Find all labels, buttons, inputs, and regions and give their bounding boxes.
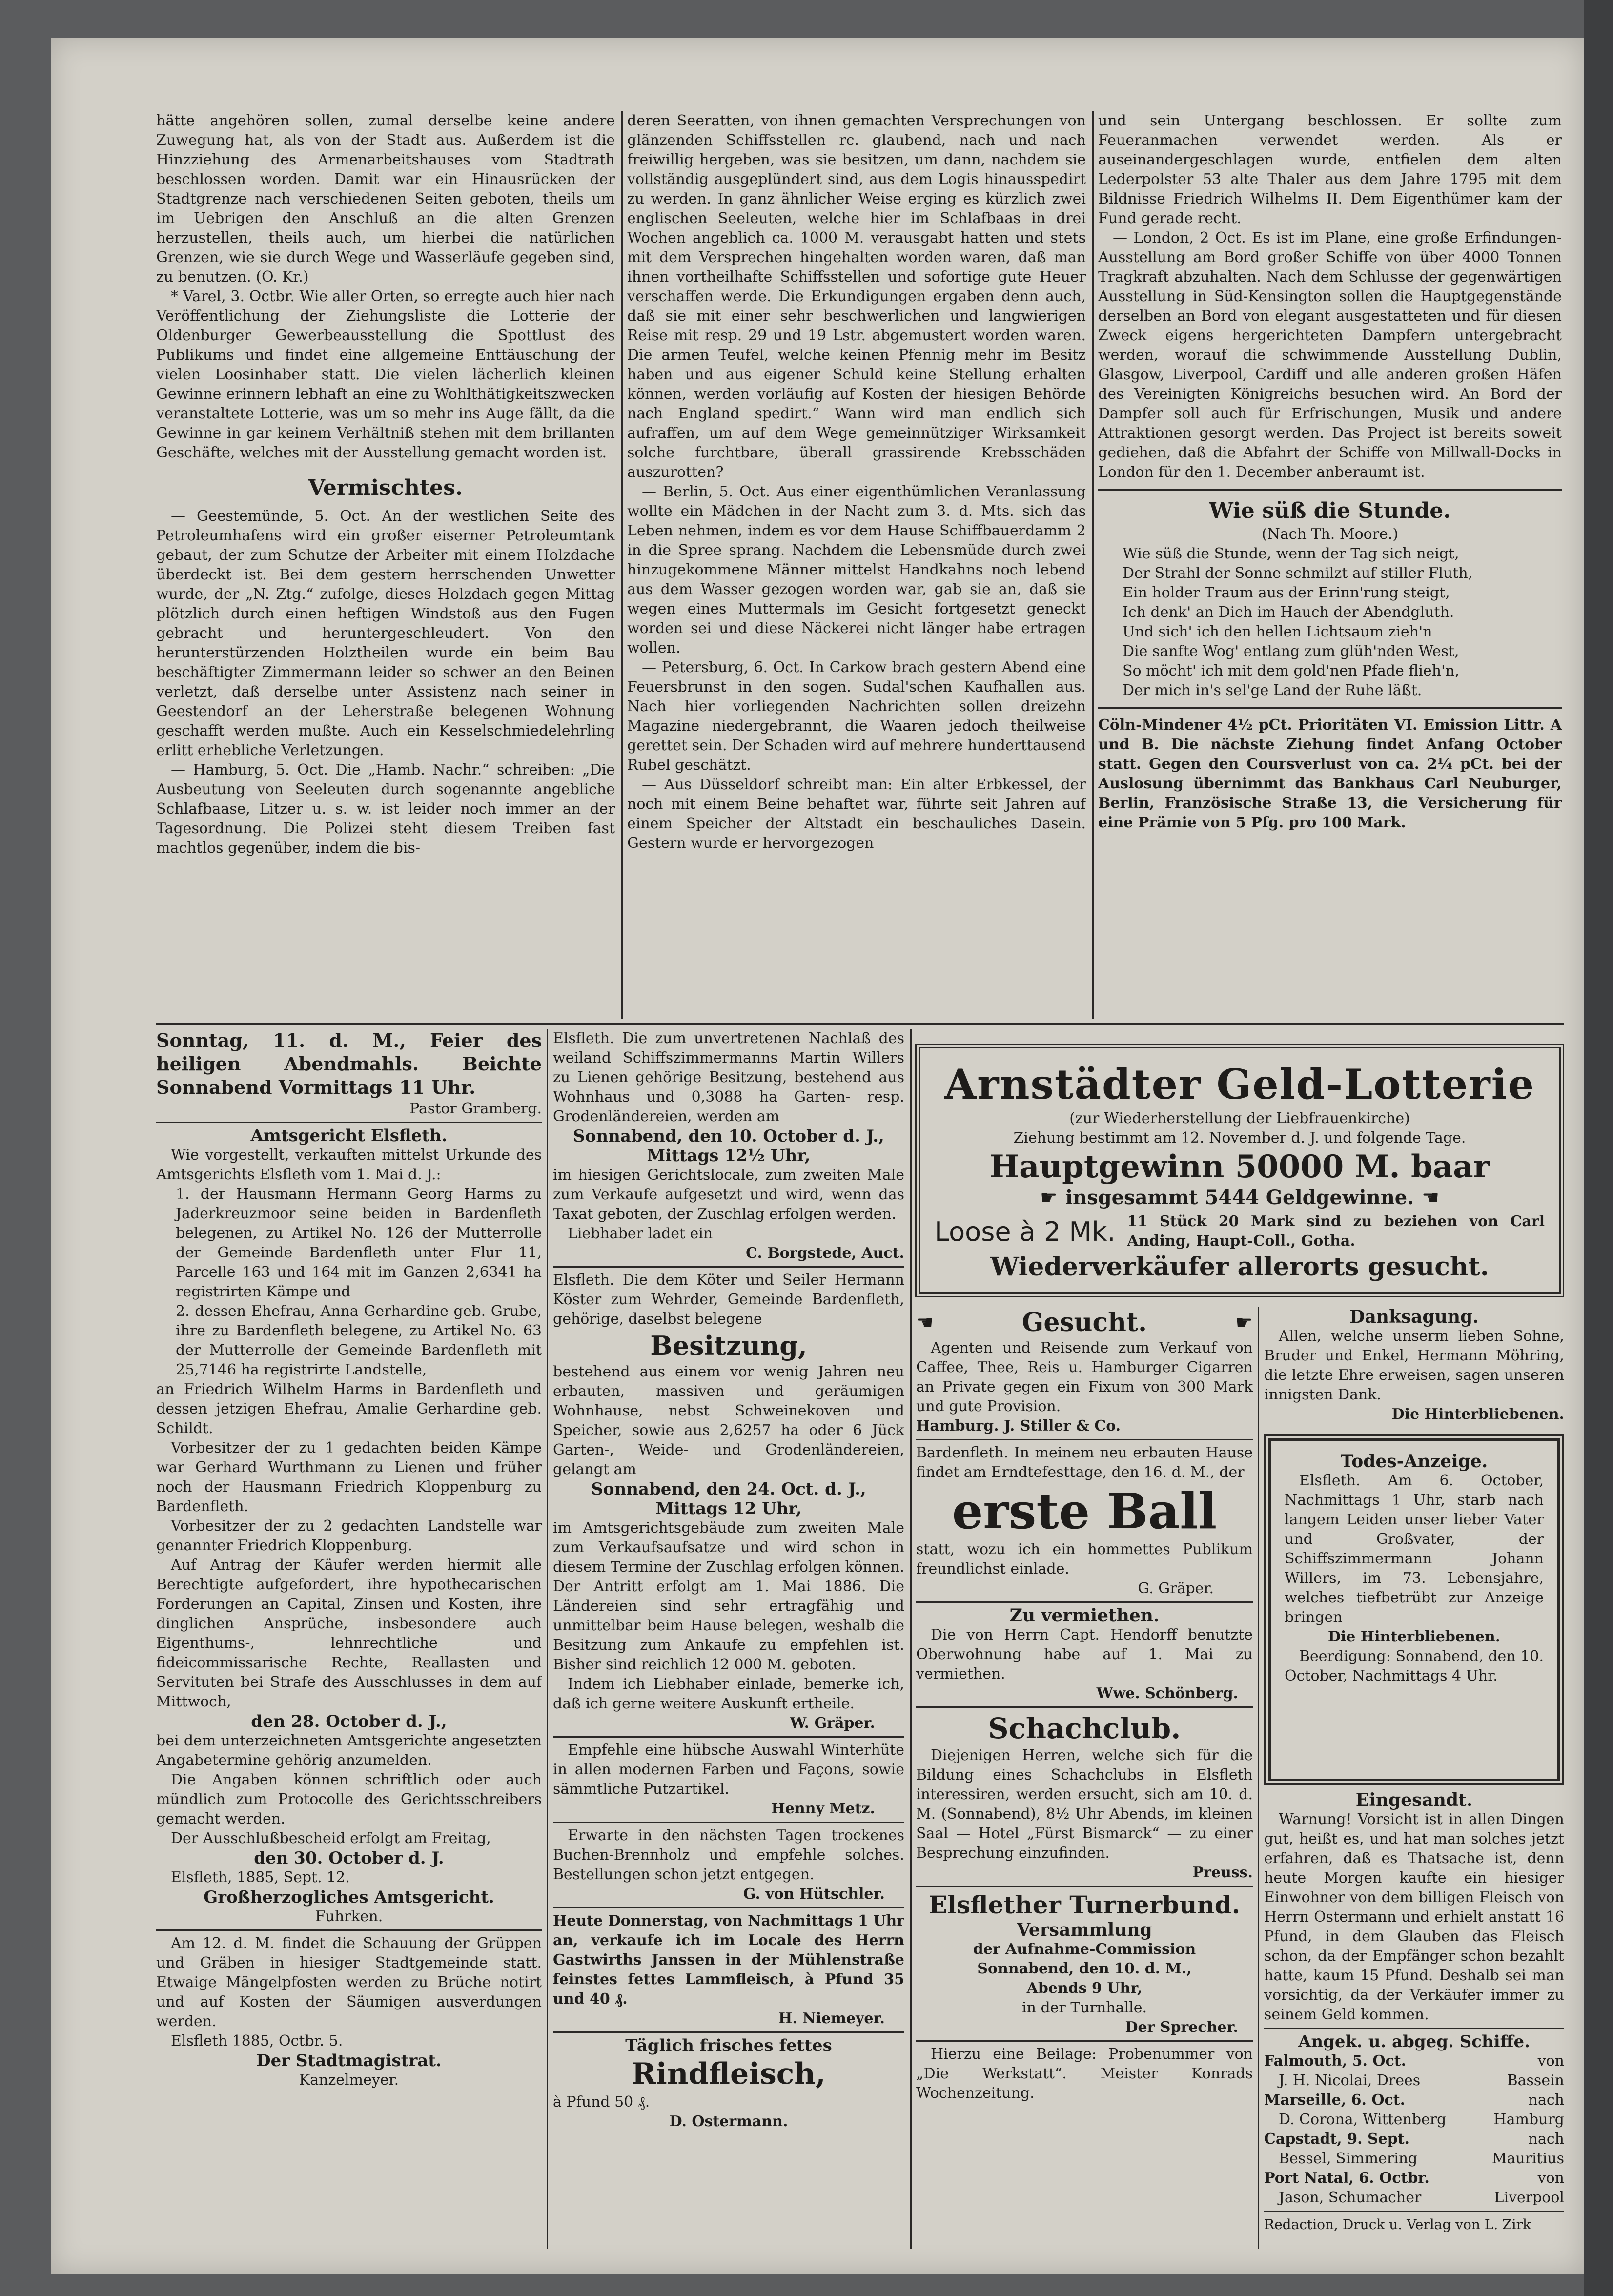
auction-text: Elsfleth. Die dem Köter und Seiler Hermann Köster zum Wehrder, Gemeinde Bardenfleth, gehörige, daselbst belegene xyxy=(553,1271,904,1328)
court-text: Auf Antrag der Käufer werden hiermit alle Berechtigte aufgefordert, ihre hypothecarischen Forderungen an Capital, Zinsen und Kosten, ihre dinglichen Ansprüche, insbesondere auch Eigenthums-, lehnrechtliche und fideicommissarische Rechte, Reallasten und Servituten bei Strafe des Ausschlusses in dem auf Mittwoch, xyxy=(156,1557,542,1710)
thanks-title: Danksagung. xyxy=(1349,1307,1479,1327)
shipping-row: Capstadt, 9. Sept. nach xyxy=(1264,2131,1564,2148)
article-paragraph: — Aus Düsseldorf schreibt man: Ein alter Erbkessel, der noch mit einem Beine behaftet war, führte seit Jahren auf einem Speicher der Altstadt ein beschauliches Dasein. Gestern wurde er hervorgezogen xyxy=(627,776,1086,852)
court-text: an Friedrich Wilhelm Harms in Bardenfleth und dessen jetzigen Ehefrau, Amalie Gerhardine geb. Schildt. xyxy=(156,1381,542,1437)
auction-date: Sonnabend, den 24. Oct. d. J., Mittags 12 Uhr, xyxy=(591,1479,866,1518)
shipping-row: Falmouth, 5. Oct. von xyxy=(1264,2052,1564,2070)
lottery-main-prize: Hauptgewinn 50000 M. baar xyxy=(989,1148,1490,1185)
poem-line: Der mich in's sel'ge Land der Ruhe läßt. xyxy=(1123,682,1422,699)
ball-text: statt, wozu ich ein hommettes Publikum freundlichst einlade. xyxy=(916,1541,1253,1578)
thanks-signer: Die Hinterbliebenen. xyxy=(1391,1406,1564,1423)
court-text: 2. dessen Ehefrau, Anna Gerhardine geb. Grube, ihre zu Bardenfleth belegene, zu Artikel No. 63 der Mutterrolle der Gemeinde Bardenfleth mit 25,7146 ha registrirte Landstelle, xyxy=(176,1303,542,1378)
column-rule xyxy=(547,1029,548,2249)
firewood-advert: Erwarte in den nächsten Tagen trockenes Buchen-Brennholz und empfehle solches. Bestellungen schon jetzt entgegen. xyxy=(553,1827,904,1883)
pointing-hand-icon: ☚ xyxy=(1422,1186,1440,1209)
ad-rule xyxy=(916,1601,1253,1603)
pointing-hand-icon: ☚ xyxy=(916,1312,934,1334)
pointing-hand-icon: ☛ xyxy=(1235,1312,1253,1334)
lottery-total-line xyxy=(935,1186,1545,1209)
lottery-draw-date: Ziehung bestimmt am 12. November d. J. und folgende Tage. xyxy=(1013,1129,1466,1147)
shipping-row: Port Natal, 6. Octbr. von xyxy=(1264,2170,1564,2187)
shipping-row: Bessel, Simmering Mauritius xyxy=(1279,2150,1564,2167)
ad-rule xyxy=(916,2040,1253,2042)
court-signer-name: Fuhrken. xyxy=(315,1908,383,1925)
column-rule xyxy=(1092,111,1094,1019)
chess-club-signer: Preuss. xyxy=(1192,1864,1253,1881)
rent-title: Zu vermiethen. xyxy=(1009,1605,1160,1626)
auctioneer-name: C. Borgstede, Auct. xyxy=(746,1245,904,1262)
ad-rule xyxy=(553,1907,904,1908)
shipping-row: Marseille, 6. Oct. nach xyxy=(1264,2091,1564,2109)
imprint: Redaction, Druck u. Verlag von L. Zirk xyxy=(1264,2216,1531,2233)
court-title: Amtsgericht Elsfleth. xyxy=(250,1126,448,1146)
court-text: Die Angaben können schriftlich oder auch mündlich zum Protocolle des Gerichtsschreibers gemacht werden. xyxy=(156,1771,542,1827)
hat-advert-name: Henny Metz. xyxy=(771,1800,875,1817)
wanted-company: Hamburg. J. Stiller & Co. xyxy=(916,1417,1121,1435)
article-paragraph: deren Seeratten, von ihnen gemachten Versprechungen von glänzenden Schiffsstellen rc. glaubend, nach und nach freiwillig hergeben, was sie besitzen, um dann, nachdem sie vollständig ausgeplündert sind, aus dem Logis hinausspedirt zu werden. In ganz ähnlicher Weise erging es kürzlich zwei englischen Seeleuten, welche hier im Schlafbaas in drei Wochen angeblich ca. 1000 M. verausgabt hatten und stets mit dem Versprechen hingehalten worden waren, daß man ihnen vortheilhafte Schiffsstellen und sofortige gute Heuer verschaffen werde. Die Erkundigungen ergaben denn auch, daß sie mit einer sehr beschwerlichen und langwierigen Reise mit resp. 29 und 19 Lstr. abgemustert worden waren. Die armen Teufel, welche keinen Pfennig mehr im Besitz haben und aus eigener Schuld keine Stellung erhalten können, werden vorläufig auf Kosten der hiesigen Behörde nach England spedirt.“ Wann wird man endlich sich aufraffen, um auf dem Wege gemeinnütziger Wirksamkeit solche furchtbare, überall grassirende Krebsschäden auszurotten? xyxy=(627,112,1086,481)
death-notice-text: Elsfleth. Am 6. October, Nachmittags 1 Uhr, starb nach langem Leiden unser lieber Vater und Großvater, der Schiffszimmermann Johann Willers, im 73. Lebensjahre, welches tiefbetrübt zur Anzeige bringen xyxy=(1285,1472,1544,1626)
magistrate-place: Elsfleth 1885, Octbr. 5. xyxy=(171,2032,343,2050)
court-signer: Großherzogliches Amtsgericht. xyxy=(204,1887,494,1907)
gym-club-title: Elsflether Turnerbund. xyxy=(928,1890,1241,1919)
poem-rule-bottom xyxy=(1098,707,1562,709)
letter-title: Eingesandt. xyxy=(1355,1790,1473,1810)
shipping-row: D. Corona, Wittenberg Hamburg xyxy=(1279,2111,1564,2128)
auction-date: Sonnabend, den 10. October d. J., Mittags 12½ Uhr, xyxy=(573,1127,884,1166)
court-date: den 30. October d. J. xyxy=(254,1848,444,1868)
auction-text: Liebhaber ladet ein xyxy=(568,1225,713,1242)
beef-advert-price: à Pfund 50 ₰. xyxy=(553,2093,650,2111)
shipping-row: J. H. Nicolai, Drees Bassein xyxy=(1279,2072,1564,2089)
newspaper-page xyxy=(51,38,1584,2274)
ad-rule xyxy=(553,1736,904,1738)
letter-text: Warnung! Vorsicht ist in allen Dingen gut, heißt es, und hat man solches jetzt erfahren, daß es Thatsache ist, denn heute Morgen kaufte ein hiesiger Einwohner von dem billigen Fleisch von Herrn Ostermann und erhielt anstatt 16 Pfund, in dem Glauben das Fleisch schon, da der Empfänger schon bezahlt hatte, kaum 15 Pfund. Deshalb sei man vorsichtig, da der Verkäufer immer zu seinem Geld kommen. xyxy=(1264,1811,1564,2023)
ad-rule xyxy=(1264,2211,1564,2212)
ad-rule xyxy=(916,1706,1253,1708)
column-rule xyxy=(910,1029,912,2249)
thanks-text: Allen, welche unserm lieben Sohne, Bruder und Enkel, Hermann Möhring, die letzte Ehre erweisen, sagen unseren innigsten Dank. xyxy=(1264,1328,1564,1403)
lottery-seller: 11 Stück 20 Mark sind zu beziehen von Carl Anding, Haupt-Coll., Gotha. xyxy=(1127,1213,1545,1250)
shipping-row: Jason, Schumacher Liverpool xyxy=(1279,2189,1564,2206)
poem-subtitle: (Nach Th. Moore.) xyxy=(1261,526,1399,543)
ads-column-1 xyxy=(156,1029,542,2264)
top-column-2 xyxy=(627,111,1086,1019)
poem-rule-top xyxy=(1098,489,1562,491)
seller-name: W. Gräper. xyxy=(790,1715,875,1732)
ad-rule xyxy=(553,1822,904,1823)
section-rule xyxy=(156,1023,1564,1025)
article-paragraph: — Petersburg, 6. Oct. In Carkow brach gestern Abend eine Feuersbrunst in den sogen. Sudal'schen Kaufhallen aus. Nach hier vorliegenden Nachrichten sollen dreizehn Magazine niedergebrannt, die Waaren jedoch theilweise gerettet sein. Der Schaden wird auf mehrere hunderttausend Rubel geschätzt. xyxy=(627,659,1086,774)
lottery-price: Loose à 2 Mk. xyxy=(935,1216,1116,1247)
gym-club-line: Sonnabend, den 10. d. M., xyxy=(977,1960,1192,1977)
ad-rule xyxy=(156,1122,542,1123)
article-paragraph: — Geestemünde, 5. Oct. An der westlichen Seite des Petroleumhafens wird ein großer eiserner Petroleumtank gebaut, der zum Schutze der Arbeiter mit einem Holzdache überdeckt ist. Bei dem gestern herrschenden Unwetter wurde, der „N. Ztg.“ zufolge, dieses Holzdach gegen Mittag plötzlich durch einen heftigen Windstoß aus den Fugen gebracht und heruntergeschleudert. Von den herunterstürzenden Holztheilen wurde ein beim Bau beschäftigter Zimmermann leider so schwer an den Beinen verletzt, daß derselbe unter Assistenz nach seiner in Geestendorf an der Leherstraße belegenen Wohnung geschafft werden mußte. Auch ein Kesselschmiedelehrling erlitt erhebliche Verletzungen. xyxy=(156,508,615,759)
ad-rule xyxy=(916,1439,1253,1440)
poem-line: Ein holder Traum aus der Erinn'rung steigt, xyxy=(1123,584,1450,601)
gym-club-line: in der Turnhalle. xyxy=(1022,1999,1147,2016)
wanted-heading xyxy=(916,1307,1253,1338)
court-text: Vorbesitzer der zu 1 gedachten beiden Kämpe war Gerhard Wurthmann zu Lienen und früher noch der Hausmann Friedrich Kloppenburg zu Bardenfleth. xyxy=(156,1439,542,1515)
auction-text: Elsfleth. Die zum unvertretenen Nachlaß des weiland Schiffszimmermanns Martin Willers zu Lienen gehörige Besitzung, bestehend aus Wohnhaus und 0,3088 ha Garten- resp. Grodenländereien, werden am xyxy=(553,1030,904,1125)
court-text: bei dem unterzeichneten Amtsgerichte angesetzten Angabetermine gehörig anzumelden. xyxy=(156,1732,542,1769)
court-text: Wie vorgestellt, verkauften mittelst Urkunde des Amtsgerichts Elsfleth vom 1. Mai d. J.: xyxy=(156,1147,542,1183)
court-text: Der Ausschlußbescheid erfolgt am Freitag, xyxy=(171,1830,491,1847)
beef-advert-line: Täglich frisches fettes xyxy=(625,2036,832,2055)
lottery-total: insgesammt 5444 Geldgewinne. xyxy=(1065,1186,1414,1209)
article-paragraph: hätte angehören sollen, zumal derselbe keine andere Zuwegung hat, als von der Stadt aus. Außerdem ist die Hinzziehung des Armenarbeitshauses vom Stadtrath beschlossen worden. Damit war ein Hinausrücken der Stadtgrenze nach verschiedenen Seiten geboten, theils um im Uebrigen den Anschluß an die alten Grenzen herzustellen, theils auch, um hierbei die natürlichen Grenzen, wie sie durch Wege und Wasserläufe gegeben sind, zu benutzen. (O. Kr.) xyxy=(156,112,615,286)
pointing-hand-icon: ☛ xyxy=(1040,1186,1058,1209)
court-date: den 28. October d. J., xyxy=(251,1712,447,1731)
advert-coeln-mindener: Cöln-Mindener 4½ pCt. Prioritäten VI. Emission Littr. A und B. Die nächste Ziehung findet Anfang October statt. Gegen den Coursverlust von ca. 2¼ pCt. bei der Auslosung übernimmt das Bankhaus Carl Neuburger, Berlin, Französische Straße 13, die Versicherung für eine Prämie von 5 Pfg. pro 100 Mark. xyxy=(1098,717,1562,831)
firewood-advert-name: G. von Hütschler. xyxy=(743,1886,885,1903)
rent-text: Die von Herrn Capt. Hendorff benutzte Oberwohnung habe auf 1. Mai zu vermiethen. xyxy=(916,1626,1253,1682)
beef-advert-heading: Rindfleisch, xyxy=(632,2057,826,2091)
ad-rule xyxy=(1264,2028,1564,2029)
church-notice: Sonntag, 11. d. M., Feier des heiligen Abendmahls. Beichte Sonnabend Vormittags 11 Uhr. xyxy=(156,1029,542,1098)
lottery-price-line xyxy=(935,1212,1545,1251)
death-notice xyxy=(1264,1434,1564,1785)
ad-rule xyxy=(553,2031,904,2033)
gym-club-line: Versammlung xyxy=(1017,1920,1152,1940)
chess-club-title: Schachclub. xyxy=(988,1712,1181,1745)
shipping-title: Angek. u. abgeg. Schiffe. xyxy=(1298,2032,1531,2051)
article-paragraph: — Hamburg, 5. Oct. Die „Hamb. Nachr.“ schreiben: „Die Ausbeutung von Seeleuten durch sogenannte angebliche Schlafbaase, Litzer u. s. w. ist leider noch immer an der Tagesordnung. Die Polizei steht diesem Treiben fast machtlos gegenüber, indem die bis- xyxy=(156,761,615,857)
article-paragraph: * Varel, 3. Octbr. Wie aller Orten, so erregte auch hier nach Veröffentlichung der Ziehungsliste die Lotterie der Oldenburger Gewerbeausstellung die Spottlust des Publikums und findet eine allgemeine Enttäuschung der vielen Loosinhaber statt. Die vielen lächerlich kleinen Gewinne erinnern lebhaft an eine zu Wohlthätigkeitszwecken veranstaltete Lotterie, was um so mehr ins Auge fällt, da die Gewinne in gar keinem Verhältniß stehen mit dem brillanten Geschäfte, welches mit der Ausstellung gemacht worden ist. xyxy=(156,288,615,461)
column-rule xyxy=(1258,1307,1259,2249)
death-notice-signer: Die Hinterbliebenen. xyxy=(1327,1628,1501,1645)
top-column-3 xyxy=(1098,111,1562,1019)
lottery-advert xyxy=(915,1044,1564,1297)
lottery-resellers: Wiederverkäufer allerorts gesucht. xyxy=(990,1252,1489,1282)
lamb-advert: Heute Donnerstag, von Nachmittags 1 Uhr an, verkaufe ich im Locale des Herrn Gastwirths Janssen in der Mühlenstraße feinstes fettes Lammfleisch, à Pfund 35 und 40 ₰. xyxy=(553,1912,904,2008)
magistrate-signer-name: Kanzelmeyer. xyxy=(299,2071,399,2089)
ads-column-2 xyxy=(553,1029,904,2264)
rent-owner: Wwe. Schönberg. xyxy=(1096,1685,1238,1702)
ball-heading: erste Ball xyxy=(952,1482,1217,1540)
ball-intro: Bardenfleth. In meinem neu erbauten Hause findet am Erndtefesttage, den 16. d. M., der xyxy=(916,1444,1253,1481)
court-text: Vorbesitzer der zu 2 gedachten Landstelle war genannter Friedrich Kloppenburg. xyxy=(156,1517,542,1554)
lottery-title: Arnstädter Geld-Lotterie xyxy=(944,1060,1535,1108)
poem-line: Und sich' ich den hellen Lichtsaum zieh'n xyxy=(1123,623,1432,640)
poem-title: Wie süß die Stunde. xyxy=(1209,498,1451,523)
column-rule xyxy=(621,111,623,1019)
ad-rule xyxy=(156,1929,542,1931)
death-notice-title: Todes-Anzeige. xyxy=(1340,1451,1488,1472)
hat-advert: Empfehle eine hübsche Auswahl Winterhüte in allen modernen Farben und Façons, sowie sämmtliche Putzartikel. xyxy=(553,1742,904,1798)
auction-text: im hiesigen Gerichtslocale, zum zweiten Male zum Verkaufe aufgesetzt und wird, wenn das Taxat geboten, der Zuschlag erfolgen werden. xyxy=(553,1167,904,1223)
poem-line: Die sanfte Wog' entlang zum glüh'nden West, xyxy=(1123,643,1459,660)
beef-advert-name: D. Ostermann. xyxy=(669,2113,788,2130)
section-title: Vermischtes. xyxy=(308,475,463,500)
poem-line: So möcht' ich mit dem gold'nen Pfade flieh'n, xyxy=(1123,662,1460,679)
chess-club-text: Diejenigen Herren, welche sich für die Bildung eines Schachclubs in Elsfleth interessiren, werden ersucht, sich am 10. d. M. (Sonnabend), 8½ Uhr Abends, im kleinen Saal — Hotel „Fürst Bismarck“ — zu einer Besprechung einzufinden. xyxy=(916,1747,1253,1862)
auction-text: im Amtsgerichtsgebäude zum zweiten Male zum Verkaufsaufsatze und wird schon in diesem Termine der Zuschlag erfolgen können. Der Antritt erfolgt am 1. Mai 1886. Die Ländereien sind sehr ertragfähig und unmittelbar beim Hause belegen, weshalb die Besitzung zum Ankaufe zu empfehlen ist. Bisher sind reichlich 12 000 M. geboten. xyxy=(553,1519,904,1673)
poem-line: Der Strahl der Sonne schmilzt auf stiller Fluth, xyxy=(1123,565,1473,582)
wanted-text: Agenten und Reisende zum Verkauf von Caffee, Thee, Reis u. Hamburger Cigarren an Private gegen ein Fixum von 300 Mark und gute Provision. xyxy=(916,1339,1253,1415)
article-paragraph: — London, 2 Oct. Es ist im Plane, eine große Erfindungen-Ausstellung am Bord großer Schiffe von über 4000 Tonnen Tragkraft abzuhalten. Nach dem Schlusse der gegenwärtigen Ausstellung in Süd-Kensington sollen die Hauptgegenstände derselben an Bord von elegant ausgestatteten und für diesen Zweck eigens hergerichteten Dampfern untergebracht werden, worauf die schwimmende Ausstellung Dublin, Glasgow, Liverpool, Cardiff und alle anderen großen Häfen des Vereinigten Königreichs besuchen wird. An Bord der Dampfer soll auch für Erfrischungen, Musik und andere Attraktionen gesorgt werden. Das Project ist bereits soweit gediehen, daß die Abfahrt der Schiffe von Millwall-Docks in London für den 1. December anberaumt ist. xyxy=(1098,229,1562,481)
article-paragraph: — Berlin, 5. Oct. Aus einer eigenthümlichen Veranlassung wollte ein Mädchen in der Nacht zum 3. d. Mts. sich das Leben nehmen, indem es vor dem Hause Schiffbauerdamm 2 in die Spree sprang. Nachdem die Lebensmüde durch zwei hinzugekommene Männer mittelst Handkahns noch lebend aus dem Wasser gezogen worden war, gab sie an, daß sie wegen eines Muttermals im Gesicht fortgesetzt geneckt worden sei und diese Näckerei nicht länger habe ertragen wollen. xyxy=(627,483,1086,656)
poem xyxy=(1098,544,1562,700)
auction-text: Indem ich Liebhaber einlade, bemerke ich, daß ich gerne weitere Auskunft ertheile. xyxy=(553,1676,904,1712)
ads-column-3 xyxy=(916,1307,1253,2264)
magistrate-text: Am 12. d. M. findet die Schauung der Grüppen und Gräben in hiesiger Stadtgemeinde statt. Etwaige Mängelpfosten werden zu Brüche notirt und auf Kosten der Säumigen ausverdungen werden. xyxy=(156,1935,542,2030)
ads-column-4b xyxy=(1264,1790,1564,2264)
scan-edge xyxy=(1584,0,1613,2296)
gym-club-line: Abends 9 Uhr, xyxy=(1026,1980,1143,1997)
top-column-1 xyxy=(156,111,615,1019)
wanted-title: Gesucht. xyxy=(1021,1308,1147,1337)
gym-club-line: der Aufnahme-Commission xyxy=(973,1941,1196,1958)
lamb-advert-name: H. Niemeyer. xyxy=(778,2010,885,2027)
gym-club-signer: Der Sprecher. xyxy=(1125,2019,1238,2036)
funeral-date: Beerdigung: Sonnabend, den 10. October, Nachmittags 4 Uhr. xyxy=(1285,1648,1544,1684)
pastor-name: Pastor Gramberg. xyxy=(409,1100,542,1117)
supplement-note: Hierzu eine Beilage: Probenummer von „Die Werkstatt“. Meister Konrads Wochenzeitung. xyxy=(916,2046,1253,2102)
auction-text: bestehend aus einem vor wenig Jahren neu erbauten, massiven und geräumigen Wohnhause, nebst Schweinekoven und Speicher, sowie aus 2,6257 ha oder 6 Jück Garten-, Weide- und Grodenländereien, gelangt am xyxy=(553,1363,904,1478)
auction-heading: Besitzung, xyxy=(650,1330,807,1361)
shipping-list xyxy=(1264,2051,1564,2208)
magistrate-signer: Der Stadtmagistrat. xyxy=(256,2051,442,2070)
ball-host: G. Gräper. xyxy=(1138,1580,1214,1597)
ad-rule xyxy=(916,1886,1253,1887)
court-text: 1. der Hausmann Hermann Georg Harms zu Jaderkreuzmoor seine beiden in Bardenfleth belegenen, zu Artikel No. 126 der Mutterrolle der Gemeinde Bardenfleth unter Flur 11, Parcelle 163 und 164 mit im Ganzen 2,6341 ha registrirten Kämpe und xyxy=(176,1186,542,1300)
poem-line: Ich denk' an Dich im Hauch der Abendgluth. xyxy=(1123,604,1454,621)
poem-line: Wie süß die Stunde, wenn der Tag sich neigt, xyxy=(1123,545,1459,562)
lottery-subtitle: (zur Wiederherstellung der Liebfrauenkirche) xyxy=(1069,1110,1410,1127)
article-paragraph: und sein Untergang beschlossen. Er sollte zum Feueranmachen verwendet werden. Als er auseinandergeschlagen wurde, entfielen dem alten Lederpolster 53 alte Thaler aus dem Jahre 1795 mit dem Bildnisse Friedrich Wilhelms II. Dem Eigenthümer kam der Fund gerade recht. xyxy=(1098,112,1562,227)
ad-rule xyxy=(553,1266,904,1268)
court-place: Elsfleth, 1885, Sept. 12. xyxy=(171,1869,350,1886)
